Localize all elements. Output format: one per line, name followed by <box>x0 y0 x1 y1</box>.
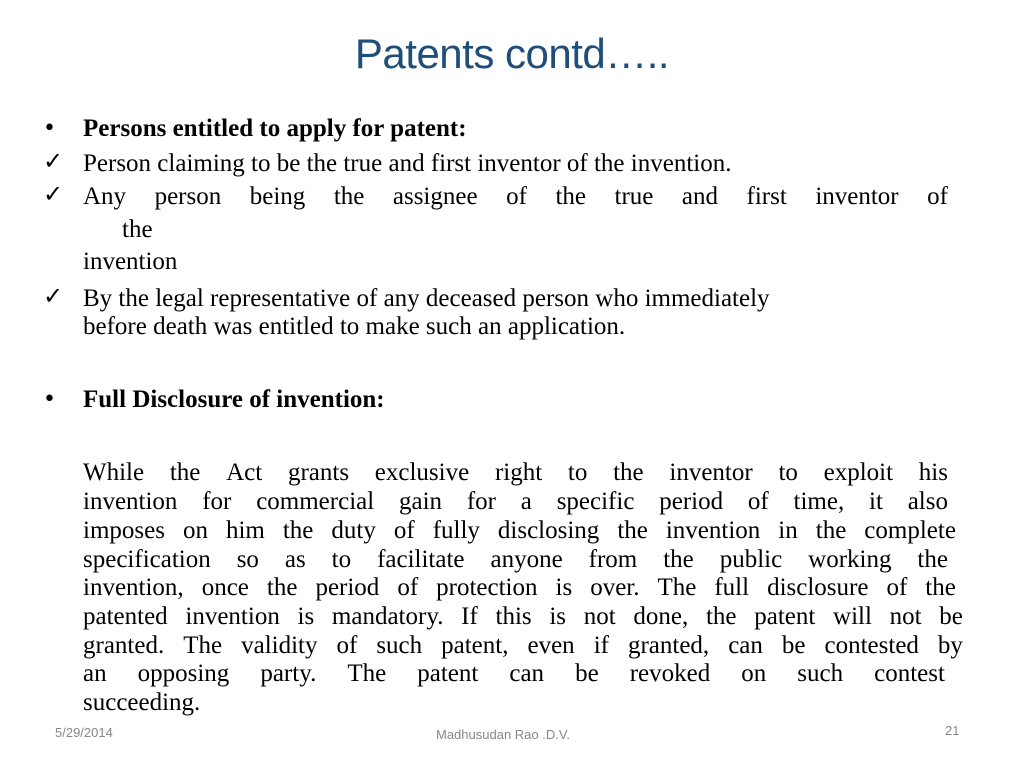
word: a <box>520 488 532 515</box>
word: The <box>183 632 223 659</box>
word: the <box>266 574 298 601</box>
item-assignee-cont-invention: invention <box>83 248 178 275</box>
word: it <box>869 488 883 515</box>
word: from <box>588 546 638 573</box>
footer-author: Madhusudan Rao .D.V. <box>436 727 570 742</box>
word: his <box>918 459 948 486</box>
word: Act <box>226 459 263 486</box>
word: patented <box>83 603 168 630</box>
word: invention <box>665 517 761 544</box>
paragraph-line <box>83 602 963 631</box>
word: The <box>657 574 697 601</box>
word: fully <box>432 517 480 544</box>
word: complete <box>864 517 956 544</box>
word: an <box>83 660 107 687</box>
word: him <box>225 517 265 544</box>
word: period <box>659 488 724 515</box>
word: inventor <box>815 183 899 210</box>
word: granted. <box>83 632 165 659</box>
word: disclosure <box>767 574 869 601</box>
word: invention <box>185 603 280 630</box>
word: the <box>917 546 948 573</box>
checkmark-icon: ✓ <box>43 147 64 175</box>
word: person <box>154 183 222 210</box>
word: the <box>663 546 694 573</box>
word: can <box>509 660 545 687</box>
word: be <box>575 660 599 687</box>
word: patent, <box>441 632 509 659</box>
word: revoked <box>629 660 711 687</box>
word: disclosing <box>497 517 600 544</box>
word: anyone <box>490 546 563 573</box>
word: of <box>927 183 948 210</box>
paragraph-last-line: succeeding. <box>83 689 201 716</box>
word: being <box>249 183 306 210</box>
word: is <box>549 603 567 630</box>
word: in <box>778 517 798 544</box>
word: specific <box>556 488 635 515</box>
word: for <box>466 488 496 515</box>
word: of <box>506 183 527 210</box>
word: the <box>613 459 644 486</box>
word: this <box>495 603 532 630</box>
word: If <box>461 603 478 630</box>
word: as <box>284 546 306 573</box>
word: of <box>397 574 419 601</box>
word: working <box>808 546 892 573</box>
word: specification <box>83 546 211 573</box>
word: first <box>746 183 787 210</box>
word: for <box>202 488 232 515</box>
bullet-dot-icon: • <box>43 116 56 141</box>
word: can <box>728 632 763 659</box>
word: assignee <box>392 183 478 210</box>
word: patent <box>417 660 479 687</box>
word: contest <box>874 660 945 687</box>
footer-date: 5/29/2014 <box>55 725 113 740</box>
word: facilitate <box>377 546 465 573</box>
word: of <box>393 517 415 544</box>
word: the <box>169 459 201 486</box>
item-assignee-cont-the: the <box>122 216 153 243</box>
word: protection <box>436 574 538 601</box>
item-legal-rep-line1: By the legal representative of any deceased person who immediately <box>83 285 770 312</box>
paragraph-line <box>83 545 948 574</box>
word: to <box>778 459 798 486</box>
paragraph-line <box>83 487 948 516</box>
word: the <box>815 517 847 544</box>
word: time, <box>793 488 845 515</box>
word: such <box>376 632 423 659</box>
word: imposes <box>83 517 165 544</box>
checkmark-icon: ✓ <box>43 282 64 310</box>
word: grants <box>287 459 350 486</box>
word: once <box>201 574 249 601</box>
word: is <box>297 603 315 630</box>
word: mandatory. <box>331 603 444 630</box>
word: exploit <box>823 459 894 486</box>
word: of <box>886 574 908 601</box>
word: Any <box>83 183 127 210</box>
word: will <box>833 603 872 630</box>
word: by <box>937 632 963 659</box>
word: also <box>907 488 948 515</box>
item-legal-rep-line2: before death was entitled to make such an application. <box>83 313 626 340</box>
word: exclusive <box>374 459 470 486</box>
word: not <box>889 603 922 630</box>
word: granted, <box>627 632 710 659</box>
word: be <box>781 632 806 659</box>
paragraph-line <box>83 516 956 545</box>
word: the <box>282 517 314 544</box>
word: The <box>347 660 387 687</box>
word: gain <box>398 488 443 515</box>
word: not <box>583 603 616 630</box>
word: inventor <box>669 459 753 486</box>
word: over. <box>590 574 640 601</box>
word: on <box>182 517 208 544</box>
word: the <box>705 603 737 630</box>
word: and <box>681 183 718 210</box>
word: party. <box>260 660 317 687</box>
paragraph-line <box>83 631 963 660</box>
word: invention <box>83 488 178 515</box>
word: of <box>747 488 769 515</box>
paragraph-line <box>83 573 956 602</box>
word: the <box>555 183 586 210</box>
word: is <box>555 574 573 601</box>
item-true-inventor-text: Person claiming to be the true and first inventor of the invention. <box>83 150 732 177</box>
word: commercial <box>256 488 375 515</box>
word: patent <box>754 603 816 630</box>
word: the <box>617 517 648 544</box>
word: While <box>83 459 145 486</box>
word: so <box>236 546 259 573</box>
word: done, <box>633 603 689 630</box>
word: even <box>527 632 575 659</box>
paragraph-line <box>83 659 945 688</box>
word: on <box>741 660 767 687</box>
slide-title: Patents contd….. <box>354 30 670 77</box>
word: to <box>567 459 588 486</box>
word: public <box>719 546 783 573</box>
word: duty <box>331 517 376 544</box>
word: period <box>315 574 380 601</box>
heading-full-disclosure: Full Disclosure of invention: <box>83 386 385 413</box>
checkmark-icon: ✓ <box>43 180 64 208</box>
word: the <box>333 183 365 210</box>
word: if <box>593 632 609 659</box>
item-assignee-line <box>83 182 948 211</box>
word: of <box>336 632 358 659</box>
footer-page-number: 21 <box>945 723 960 738</box>
word: full <box>714 574 750 601</box>
word: invention, <box>83 574 184 601</box>
word: the <box>925 574 956 601</box>
word: such <box>797 660 844 687</box>
word: contested <box>824 632 919 659</box>
heading-persons-entitled: Persons entitled to apply for patent: <box>83 115 467 142</box>
word: true <box>614 183 654 210</box>
bullet-dot-icon: • <box>43 387 56 412</box>
word: be <box>939 603 963 630</box>
word: opposing <box>137 660 230 687</box>
word: to <box>331 546 352 573</box>
word: right <box>494 459 543 486</box>
word: validity <box>241 632 318 659</box>
paragraph-line <box>83 458 948 487</box>
